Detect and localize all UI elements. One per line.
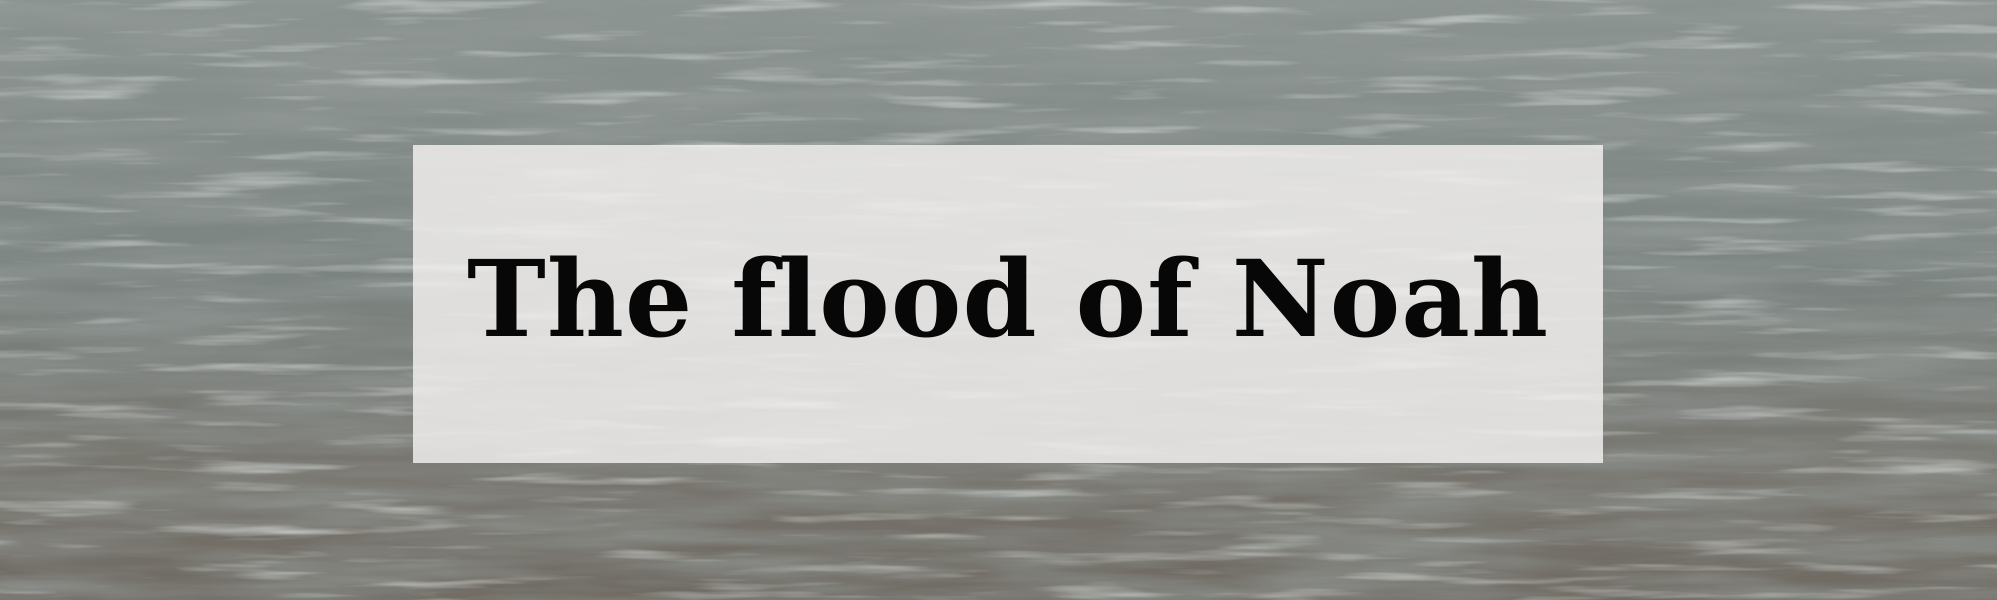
banner-title: The flood of Noah bbox=[466, 236, 1550, 361]
title-panel bbox=[413, 145, 1603, 463]
